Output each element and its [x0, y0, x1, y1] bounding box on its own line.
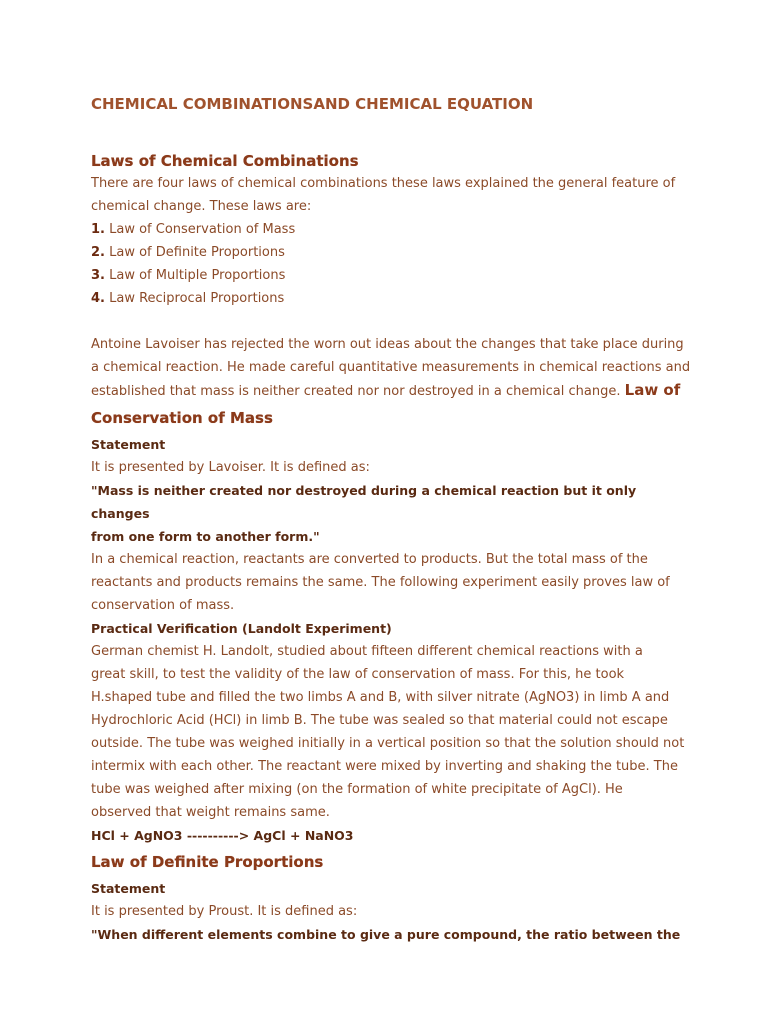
- conservation-quote-line-2: from one form to another form.": [91, 529, 320, 544]
- conservation-para-line-1: In a chemical reaction, reactants are converted to products. But the total mass of the: [91, 552, 648, 567]
- law-list-text: Law of Conservation of Mass: [104, 222, 296, 237]
- definite-presented: It is presented by Proust. It is defined as:: [91, 904, 358, 919]
- page-title: CHEMICAL COMBINATIONSAND CHEMICAL EQUATION: [91, 95, 534, 113]
- law-list-number: 4.: [91, 291, 105, 306]
- lavoisier-line-2: a chemical reaction. He made careful quantitative measurements in chemical reactions and: [91, 360, 691, 375]
- lavoisier-line-3-text: established that mass is neither created nor nor destroyed in a chemical change.: [91, 384, 621, 399]
- conservation-statement-label: Statement: [91, 437, 166, 452]
- law-list-text: Law Reciprocal Proportions: [104, 291, 285, 306]
- chemical-equation: HCl + AgNO3 ----------> AgCl + NaNO3: [91, 828, 354, 843]
- experiment-line-5: outside. The tube was weighed initially in a vertical position so that the solution should not: [91, 736, 685, 751]
- conservation-para-line-3: conservation of mass.: [91, 598, 235, 613]
- lavoisier-line-3: [91, 379, 691, 403]
- experiment-line-2: great skill, to test the validity of the law of conservation of mass. For this, he took: [91, 667, 625, 682]
- experiment-line-8: observed that weight remains same.: [91, 805, 330, 820]
- definite-statement-label: Statement: [91, 881, 166, 896]
- experiment-line-7: tube was weighed after mixing (on the formation of white precipitate of AgCl). He: [91, 782, 623, 797]
- law-list-text: Law of Definite Proportions: [104, 245, 285, 260]
- laws-heading: Laws of Chemical Combinations: [91, 152, 359, 170]
- law-list-text: Law of Multiple Proportions: [104, 268, 286, 283]
- law-list-item-3: [91, 264, 691, 287]
- spacer: [91, 310, 691, 333]
- conservation-heading-part-1: Law of: [624, 381, 681, 399]
- definite-quote-line-1: "When different elements combine to give a pure compound, the ratio between the: [91, 927, 681, 942]
- law-list-number: 3.: [91, 268, 105, 283]
- law-list-number: 1.: [91, 222, 105, 237]
- experiment-line-6: intermix with each other. The reactant were mixed by inverting and shaking the tube. The: [91, 759, 678, 774]
- lavoisier-line-1: Antoine Lavoiser has rejected the worn out ideas about the changes that take place during: [91, 337, 684, 352]
- law-list-item-4: [91, 287, 691, 310]
- practical-verification-label: Practical Verification (Landolt Experiment): [91, 621, 392, 636]
- document-body: [91, 150, 691, 946]
- law-list-item-1: [91, 218, 691, 241]
- conservation-quote-line-1: "Mass is neither created nor destroyed during a chemical reaction but it only changes: [91, 483, 637, 521]
- laws-intro-line-1: There are four laws of chemical combinations these laws explained the general feature of: [91, 176, 676, 191]
- experiment-line-3: H.shaped tube and filled the two limbs A and B, with silver nitrate (AgNO3) in limb A and: [91, 690, 670, 705]
- law-list-number: 2.: [91, 245, 105, 260]
- conservation-heading-part-2: Conservation of Mass: [91, 409, 273, 427]
- definite-proportions-heading: Law of Definite Proportions: [91, 853, 324, 871]
- experiment-line-1: German chemist H. Landolt, studied about fifteen different chemical reactions with a: [91, 644, 643, 659]
- experiment-line-4: Hydrochloric Acid (HCl) in limb B. The tube was sealed so that material could not escape: [91, 713, 668, 728]
- conservation-para-line-2: reactants and products remains the same. The following experiment easily proves law of: [91, 575, 670, 590]
- law-list-item-2: [91, 241, 691, 264]
- laws-intro-line-2: chemical change. These laws are:: [91, 199, 312, 214]
- conservation-presented: It is presented by Lavoiser. It is defined as:: [91, 460, 370, 475]
